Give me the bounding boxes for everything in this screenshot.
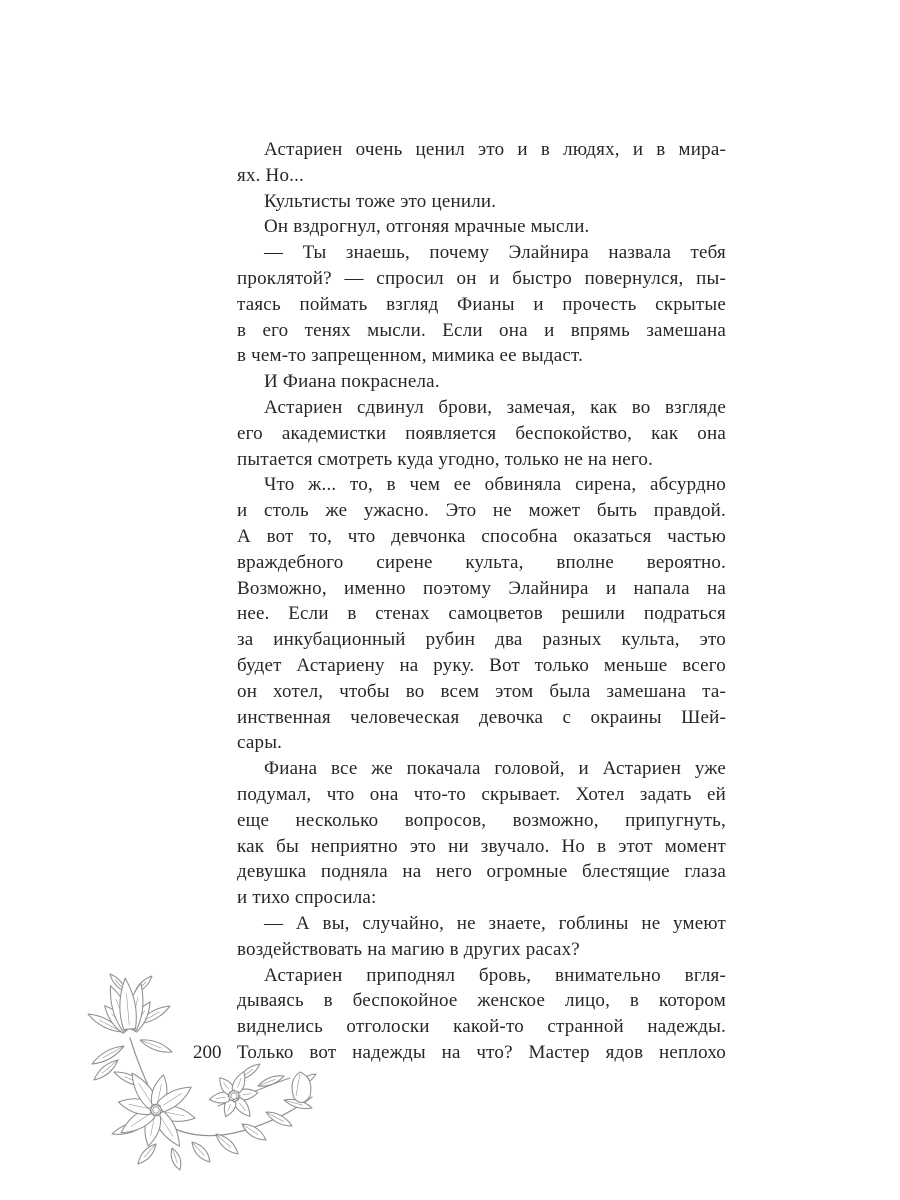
text-line: инственная человеческая девочка с окраины Шей- — [237, 706, 726, 728]
text-line: враждебного сирене культа, вполне вероятно. — [237, 551, 726, 573]
text-line: нее. Если в стенах самоцветов решили подраться — [237, 603, 726, 625]
text-line: — Ты знаешь, почему Элайнира назвала тебя — [264, 242, 726, 264]
text-line: еще несколько вопросов, возможно, припугнуть, — [237, 809, 726, 831]
page-number: 200 — [193, 1042, 222, 1063]
text-line: в чем-то запрещенном, мимика ее выдаст. — [237, 345, 584, 367]
text-line: Возможно, именно поэтому Элайнира и напала на — [237, 577, 726, 599]
text-line: подумал, что она что-то скрывает. Хотел задать ей — [237, 783, 726, 805]
text-line: Что ж... то, в чем ее обвиняла сирена, абсурдно — [264, 474, 726, 496]
text-line: И Фиана покраснела. — [264, 371, 440, 393]
text-line: он хотел, чтобы во всем этом была замешана та- — [237, 680, 726, 702]
text-line: Он вздрогнул, отгоняя мрачные мысли. — [264, 216, 590, 238]
text-line: Только вот надежды на что? Мастер ядов неплохо — [237, 1041, 726, 1063]
text-line: Астариен приподнял бровь, внимательно вгля- — [264, 964, 726, 986]
text-line: — А вы, случайно, не знаете, гоблины не умеют — [264, 912, 726, 934]
body-text — [237, 137, 726, 1066]
text-line: и столь же ужасно. Это не может быть правдой. — [237, 500, 726, 522]
text-line: виднелись отголоски какой-то странной надежды. — [237, 1016, 726, 1038]
text-line: дываясь в беспокойное женское лицо, в котором — [237, 990, 726, 1012]
text-line: сары. — [237, 732, 283, 754]
text-line: будет Астариену на руку. Вот только меньше всего — [237, 654, 726, 676]
text-line: проклятой? — спросил он и быстро повернулся, пы- — [237, 267, 726, 289]
text-line: его академистки появляется беспокойство, как она — [237, 422, 726, 444]
text-line: за инкубационный рубин два разных культа, это — [237, 629, 726, 651]
text-line: пытается смотреть куда угодно, только не на него. — [237, 448, 654, 470]
text-line: А вот то, что девчонка способна оказаться частью — [237, 525, 726, 547]
text-line: Астариен очень ценил это и в людях, и в мира- — [264, 139, 726, 160]
text-line: как бы неприятно это ни звучало. Но в этот момент — [237, 835, 726, 857]
text-line: ях. Но... — [237, 164, 305, 186]
text-line: таясь поймать взгляд Фианы и прочесть скрытые — [237, 293, 726, 315]
text-line: девушка подняла на него огромные блестящие глаза — [237, 861, 726, 883]
text-line: и тихо спросила: — [237, 887, 377, 909]
text-line: в его тенях мысли. Если она и впрямь замешана — [237, 319, 726, 341]
text-line: Культисты тоже это ценили. — [264, 190, 497, 212]
text-line: воздействовать на магию в других расах? — [237, 938, 580, 960]
text-line: Астариен сдвинул брови, замечая, как во взгляде — [264, 396, 726, 418]
text-line: Фиана все же покачала головой, и Астариен уже — [264, 758, 726, 780]
